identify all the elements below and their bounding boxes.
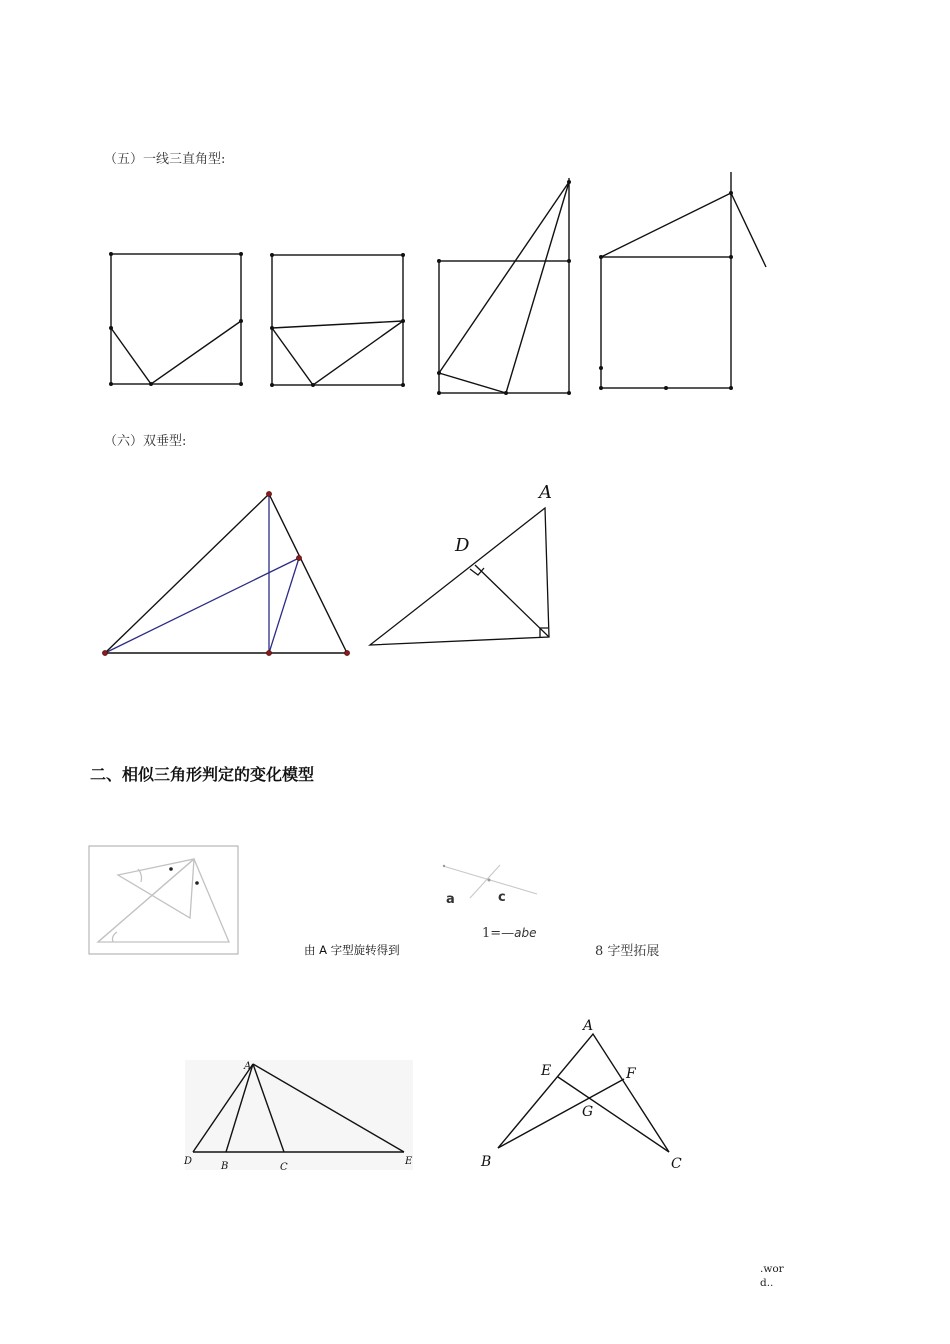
figure-double-perpendicular-2 bbox=[370, 508, 549, 645]
label-c: c bbox=[498, 890, 506, 905]
caption-eight-extension: 8 字型拓展 bbox=[595, 944, 660, 959]
figure-triangle-dbce bbox=[185, 1060, 413, 1170]
label-E-dbce: E bbox=[405, 1156, 413, 1167]
section-title-six: （六）双垂型: bbox=[104, 434, 187, 449]
label-E-aefg: E bbox=[541, 1063, 552, 1079]
figure-one-line-three-right-angles-1 bbox=[111, 254, 241, 384]
section-title-five: （五）一线三直角型: bbox=[104, 152, 226, 167]
label-D-dbce: D bbox=[184, 1156, 193, 1167]
footer-line-2: d.. bbox=[760, 1277, 774, 1289]
label-G-aefg: G bbox=[582, 1104, 594, 1120]
label-B-aefg: B bbox=[481, 1154, 492, 1170]
caption-rotation: 由 A 字型旋转得到 bbox=[304, 943, 400, 957]
page-footer bbox=[760, 1262, 800, 1290]
label-C-aefg: C bbox=[671, 1156, 682, 1172]
figure-one-line-three-right-angles-2 bbox=[272, 255, 403, 385]
figure-a-c-lines bbox=[443, 865, 537, 898]
figure-triangle-aefg bbox=[498, 1034, 669, 1152]
label-D: D bbox=[455, 535, 470, 556]
label-A-dbce: A bbox=[244, 1061, 252, 1072]
figure-one-line-three-right-angles-3 bbox=[439, 178, 569, 393]
label-a: a bbox=[446, 892, 455, 907]
label-B-dbce: B bbox=[221, 1161, 229, 1172]
figure-rotated-a-shape bbox=[89, 846, 238, 954]
formula-prefix: 1=— bbox=[482, 926, 515, 941]
label-A-aefg: A bbox=[583, 1018, 594, 1034]
footer-line-1: .wor bbox=[760, 1263, 784, 1275]
label-A: A bbox=[539, 482, 552, 503]
part-two-heading: 二、相似三角形判定的变化模型 bbox=[90, 765, 315, 784]
formula-variable: abe bbox=[514, 926, 537, 940]
label-C-dbce: C bbox=[280, 1162, 288, 1173]
label-F-aefg: F bbox=[626, 1066, 636, 1082]
figure-one-line-three-right-angles-4 bbox=[601, 172, 766, 388]
figure-double-perpendicular-1 bbox=[102, 491, 349, 655]
caption-formula bbox=[482, 926, 537, 941]
